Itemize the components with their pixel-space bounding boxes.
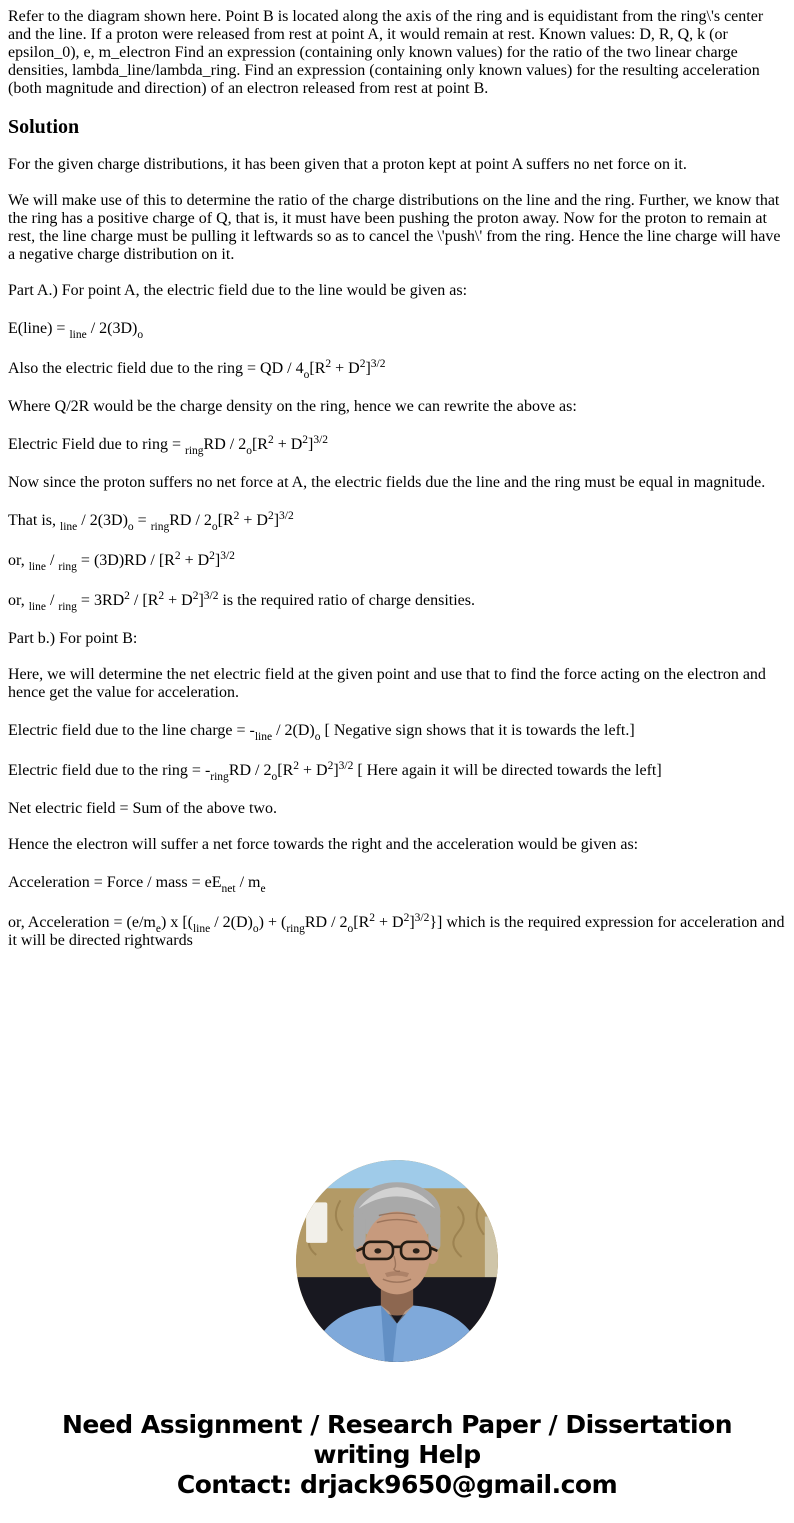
solution-blocks [8,156,787,952]
problem-statement: Refer to the diagram shown here. Point B is located along the axis of the ring and is equidistant from the ring\'s center and the line. If a proton were released from rest at point A, it would remain at rest. Known values: D, R, Q, k (or epsilon_0), e, m_electron Find an expression (containing only known values) for the ratio of the two linear charge densities, lambda_line/lambda_ring. Find an expression (containing only known values) for the resulting acceleration (both magnitude and direction) of an electron released from rest at point B. [8,8,764,97]
subscript: o [137,329,144,341]
subscript: o [252,923,259,935]
subscript: ring [58,601,77,613]
solution-paragraph: Hence the electron will suffer a net force towards the right and the acceleration would be given as: [8,836,639,853]
subscript: o [246,445,252,457]
solution-paragraph: Net electric field = Sum of the above two. [8,800,277,817]
superscript: 2 [359,358,366,370]
subscript: o [271,771,278,783]
superscript: 2 [267,434,274,446]
subscript: ring [58,561,77,573]
superscript: 3/2 [338,760,354,772]
superscript: 2 [369,912,376,924]
subscript: net [221,883,236,895]
subscript: o [303,369,310,381]
subscript: ring [150,521,170,533]
solution-paragraph: Here, we will determine the net electric field at the given point and use that to find the force acting on the electron and hence get the value for acceleration. [8,666,766,701]
footer-heading: Need Assignment / Research Paper / Dissertation writing Help [61,1410,733,1469]
equation-paragraph: Electric field due to the ring = $-_{ring}RD / 2_o[R^2 + D^2]^{3/2}$ [ Here again it will be directed towards the left] [8,760,662,783]
subscript: o [314,731,321,743]
avatar-section [0,1160,794,1362]
equation-paragraph: That is, $_{line} / 2(3D)_o = _{ring}RD / 2_o[R^2 + D^2]^{3/2}$ [8,510,294,533]
equation-paragraph: E(line) = $_{line} / 2(3D)_o$ [8,320,144,341]
superscript: 3/2 [203,590,219,602]
subscript: line [28,601,46,613]
solution-paragraph: Part b.) For point B: [8,630,138,647]
superscript: 2 [302,434,309,446]
superscript: 2 [267,510,274,522]
subscript: line [192,923,211,935]
subscript: e [260,883,266,895]
superscript: 2 [325,358,332,370]
equation-paragraph: or, Acceleration = $(e/m_e)$ x $[(_{line} / 2(D)_o) + (_{ring}RD / 2_o[R^2 + D^2]^{3/2}\}]$ which is the required expression for acceleration and it will be directed rightwards [8,912,785,949]
solution-paragraph: Where Q/2R would be the charge density on the ring, hence we can rewrite the above as: [8,398,577,415]
equation-paragraph: Acceleration = Force / mass = $eE_{net} / m_e$ [8,874,266,895]
superscript: 2 [403,912,410,924]
subscript: line [254,731,273,743]
superscript: 2 [233,510,240,522]
superscript: 2 [158,590,165,602]
equation-paragraph: Electric field due to the line charge = $-_{line} / 2(D)_o$ [ Negative sign shows that it is towards the left.] [8,722,635,743]
solution-heading: Solution [8,116,80,138]
superscript: 2 [174,550,181,562]
solution-paragraph: Now since the proton suffers no net force at A, the electric fields due the line and the ring must be equal in magnitude. [8,474,766,491]
superscript: 3/2 [313,434,329,446]
subscript: line [69,329,87,341]
tutor-portrait-illustration [296,1160,498,1362]
solution-paragraph: Part A.) For point A, the electric field due to the line would be given as: [8,282,468,299]
subscript: o [211,521,218,533]
subscript: e [155,923,161,935]
superscript: 2 [192,590,199,602]
equation-paragraph: Also the electric field due to the ring = QD / $4_o[R^2 + D^2]^{3/2}$ [8,358,386,381]
superscript: 2 [124,590,130,602]
subscript: ring [286,923,305,935]
subscript: line [60,521,78,533]
superscript: 3/2 [279,510,294,522]
equation-paragraph: or, $_{line} / _{ring} = (3D)RD / [R^2 + D^2]^{3/2}$ [8,550,235,573]
equation-paragraph: Electric Field due to ring = $_{ring}RD / 2_o[R^2 + D^2]^{3/2}$ [8,434,329,457]
superscript: 3/2 [414,912,430,924]
superscript: 2 [209,550,215,562]
superscript: 3/2 [370,358,386,370]
superscript: 2 [293,760,299,772]
subscript: ring [184,445,204,457]
subscript: ring [210,771,229,783]
solution-paragraph: For the given charge distributions, it has been given that a proton kept at point A suffers no net force on it. [8,156,687,173]
footer-ad [0,1410,794,1500]
subscript: o [347,923,354,935]
subscript: line [28,561,46,573]
footer-contact-email: Contact: drjack9650@gmail.com [176,1470,618,1499]
superscript: 3/2 [220,550,235,562]
subscript: o [127,521,134,533]
tutor-avatar [296,1160,498,1362]
equation-paragraph: or, $_{line} / _{ring} = 3RD^2 / [R^2 + D^2]^{3/2}$ is the required ratio of charge densities. [8,590,475,613]
superscript: 2 [327,760,334,772]
solution-paragraph: We will make use of this to determine the ratio of the charge distributions on the line and the ring. Further, we know that the ring has a positive charge of Q, that is, it must have been pushing the proton away. Now for the proton to remain at rest, the line charge must be pulling it leftwards so as to cancel the \'push\' from the ring. Hence the line charge will have a negative charge distribution on it. [8,192,781,263]
